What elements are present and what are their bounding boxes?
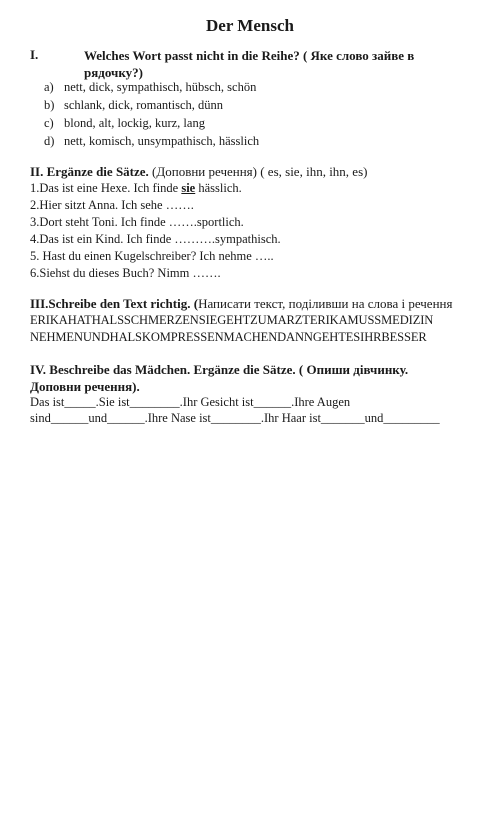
option-text: schlank, dick, romantisch, dünn <box>64 98 223 112</box>
option-c <box>44 116 205 131</box>
description-line-2: sind______und______.Ihre Nase ist________.Ihr Haar ist_______und_________ <box>30 411 440 425</box>
page-title: Der Mensch <box>206 16 294 35</box>
option-text: nett, dick, sympathisch, hübsch, schön <box>64 80 257 94</box>
option-letter: d) <box>44 134 55 148</box>
option-letter: c) <box>44 116 54 130</box>
option-a <box>44 80 256 95</box>
description-line-1: Das ist_____.Sie ist________.Ihr Gesicht ist______.Ihre Augen <box>30 395 351 409</box>
section-3-heading-bold: III.Schreibe den Text richtig. ( <box>30 296 199 311</box>
line-1-text: 1.Das ist eine Hexe. Ich finde <box>30 181 179 195</box>
scrambled-text-line-2: NEHMENUNDHALSKOMPRESSENMACHENDANNGEHTESIHRBESSER <box>30 330 427 344</box>
line-1-answer: sie <box>181 181 196 195</box>
section-2-heading-bold: II. Ergänze die Sätze. <box>30 164 149 179</box>
exercise-line-5: 5. Hast du einen Kugelschreiber? Ich nehme ….. <box>30 249 274 263</box>
option-letter: a) <box>44 80 54 94</box>
exercise-line-2: 2.Hier sitzt Anna. Ich sehe ……. <box>30 198 194 212</box>
exercise-line-4: 4.Das ist ein Kind. Ich finde ……….sympathisch. <box>30 232 281 246</box>
line-1-after: hässlich. <box>195 181 242 195</box>
option-text: blond, alt, lockig, kurz, lang <box>64 116 205 130</box>
option-b <box>44 98 223 113</box>
section-1-heading-line-1: Welches Wort passt nicht in die Reihe? ( Яке слово зайве в <box>84 48 415 63</box>
section-3-heading-rest: Написати текст, поділивши на слова і речення <box>198 296 453 311</box>
section-4-heading-line-2: Доповни речення). <box>30 379 140 394</box>
section-2-heading-rest: (Доповни речення) ( es, sie, ihn, ihn, es) <box>148 164 368 179</box>
section-3-heading <box>30 296 452 312</box>
exercise-line-3: 3.Dort steht Toni. Ich finde …….sportlich. <box>30 215 244 229</box>
option-text: nett, komisch, unsympathisch, hässlich <box>64 134 260 148</box>
section-2-heading <box>30 164 367 180</box>
scrambled-text-line-1: ERIKAHATHALSSCHMERZENSIEGEHTZUMARZTERIKAMUSSMEDIZIN <box>30 313 434 327</box>
section-1-number: I. <box>30 47 39 62</box>
option-letter: b) <box>44 98 55 112</box>
exercise-line-1 <box>30 181 242 196</box>
section-1-heading-line-2: рядочку?) <box>84 65 143 80</box>
section-4-heading-line-1: IV. Beschreibe das Mädchen. Ergänze die Sätze. ( Опиши дівчинку. <box>30 362 409 377</box>
section-1-heading <box>84 47 484 81</box>
option-d <box>44 134 259 149</box>
exercise-line-6: 6.Siehst du dieses Buch? Nimm ……. <box>30 266 221 280</box>
